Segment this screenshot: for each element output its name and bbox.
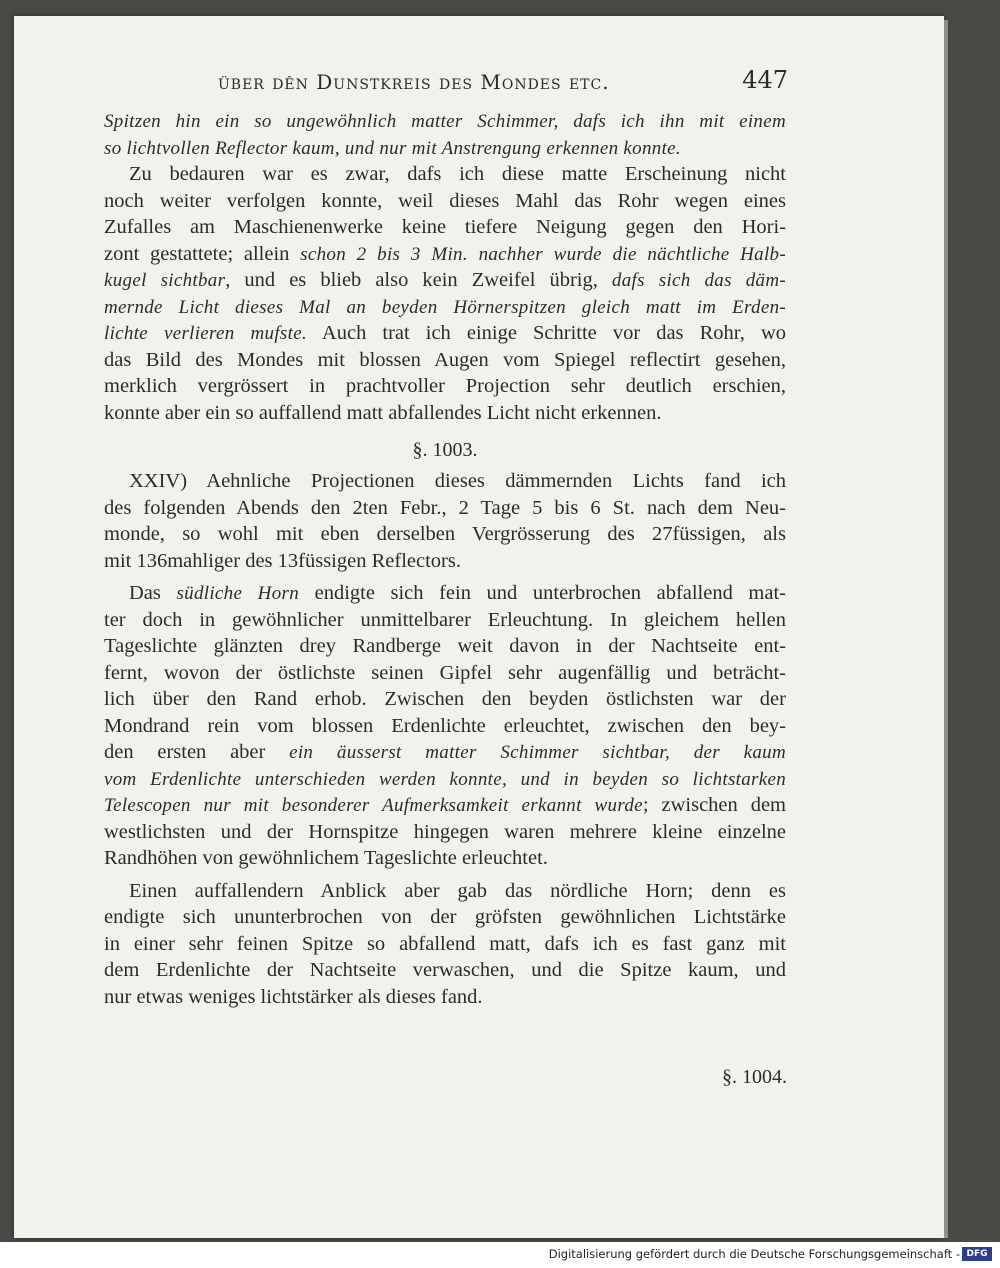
paragraph-4 [104,580,786,872]
paragraph-2 [104,161,786,426]
text-line: Tageslichte glänzten drey Randberge weit davon in der Nachtseite ent- [104,635,786,657]
plain-text: Auch trat ich einige Schritte vor das Rohr, wo [307,322,786,344]
plain-text: zont gestattete; allein [104,242,301,265]
text-line [104,241,786,268]
catchword: §. 1004. [722,1066,787,1088]
page-number: 447 [742,66,788,94]
text-line: des folgenden Abends den 2ten Febr., 2 Tage 5 bis 6 St. nach dem Neu- [104,496,786,519]
dfg-logo: DFG [962,1247,992,1261]
plain-text: den ersten aber [104,741,290,763]
emphasis-text: schon 2 bis 3 Min. nachher wurde die nächtliche Halb- [300,243,786,265]
text-line: Randhöhen von gewöhnlichem Tageslichte erleuchtet. [104,847,548,869]
plain-text: endigte sich fein und unterbrochen abfallend mat- [299,582,786,604]
emphasis-text: südliche Horn [176,583,300,604]
text-line: fernt, wovon der östlichste seinen Gipfel sehr augenfällig und beträcht- [104,661,786,684]
text-line: das Bild des Mondes mit blossen Augen vom Spiegel reflectirt gesehen, [104,348,786,371]
emphasis-text: ein äusserst matter Schimmer sichtbar, der kaum [289,742,787,763]
emphasis-text: Telescopen nur mit besonderer Aufmerksamkeit erkannt wurde [104,795,643,816]
text-line: monde, so wohl mit eben derselben Vergrösserung des 27füssigen, als [104,523,786,545]
text-line: XXIV) Aehnliche Projectionen dieses dämmernden Lichts fand ich [129,470,786,492]
section-heading: §. 1003. [412,439,478,461]
emphasis-text: mernde Licht dieses Mal an beyden Hörnerspitzen gleich matt im Erden- [104,296,786,318]
text-line: Spitzen hin ein so ungewöhnlich matter Schimmer, dafs ich ihn mit einem [104,111,786,132]
text-line [104,766,786,793]
text-line [104,580,786,607]
text-line: ter doch in gewöhnlicher unmittelbarer Erleuchtung. In gleichem hellen [104,608,786,631]
emphasis-text: dafs sich das däm- [611,270,787,291]
text-line: in einer sehr feinen Spitze so abfallend matt, dafs ich es fast ganz mit [104,932,786,955]
text-line [104,320,786,347]
paragraph-1 [104,108,786,161]
text-line: merklich vergrössert in prachtvoller Projection sehr deutlich erschien, [104,375,786,397]
text-line: westlichsten und der Hornspitze hingegen waren mehrere kleine einzelne [104,820,786,843]
text-line [104,792,786,819]
text-line: Zu bedauren war es zwar, dafs ich diese matte Erscheinung nicht [129,163,786,185]
footer-credit: Digitalisierung gefördert durch die Deutsche Forschungsgemeinschaft - [548,1247,960,1261]
text-line [104,267,786,294]
text-line [104,294,786,321]
footer-bar [0,1242,1000,1268]
page-header [218,66,788,102]
text-line [104,739,786,766]
text-line: konnte aber ein so auffallend matt abfallendes Licht nicht erkennen. [104,401,662,424]
emphasis-text: lichte verlieren mufste. [104,323,307,344]
text-line: endigte sich ununterbrochen von der gröfsten gewöhnlichen Lichtstärke [104,906,786,928]
text-line: mit 136mahliger des 13füssigen Reflectors. [104,549,461,572]
paragraph-5 [104,878,786,1011]
text-line: Mondrand rein vom blossen Erdenlichte erleuchtet, zwischen den bey- [104,714,786,737]
plain-text: ; zwischen dem [642,794,786,816]
plain-text: Das [129,582,177,604]
text-line: so lichtvollen Reflector kaum, und nur mit Anstrengung erkennen konnte. [104,137,681,159]
text-line: noch weiter verfolgen konnte, weil dieses Mahl das Rohr wegen eines [104,189,786,212]
emphasis-text: vom Erdenlichte unterschieden werden konnte, und in beyden so lichtstarken [104,768,786,790]
text-line: Zufalles am Maschienenwerke keine tiefere Neigung gegen den Hori- [104,216,786,238]
emphasis-text: kugel sichtbar [104,270,226,291]
paragraph-3 [104,468,786,574]
text-line: Einen auffallendern Anblick aber gab das nördliche Horn; denn es [129,879,786,902]
plain-text: , und es blieb also kein Zweifel übrig, [225,269,612,291]
body-text [104,108,786,1010]
running-title: über dên Dunstkreis des Mondes etc. [218,70,610,94]
text-line: dem Erdenlichte der Nachtseite verwaschen, und die Spitze kaum, und [104,959,786,981]
text-line: lich über den Rand erhob. Zwischen den beyden östlichsten war der [104,688,786,710]
text-line: nur etwas weniges lichtstärker als dieses fand. [104,985,483,1008]
